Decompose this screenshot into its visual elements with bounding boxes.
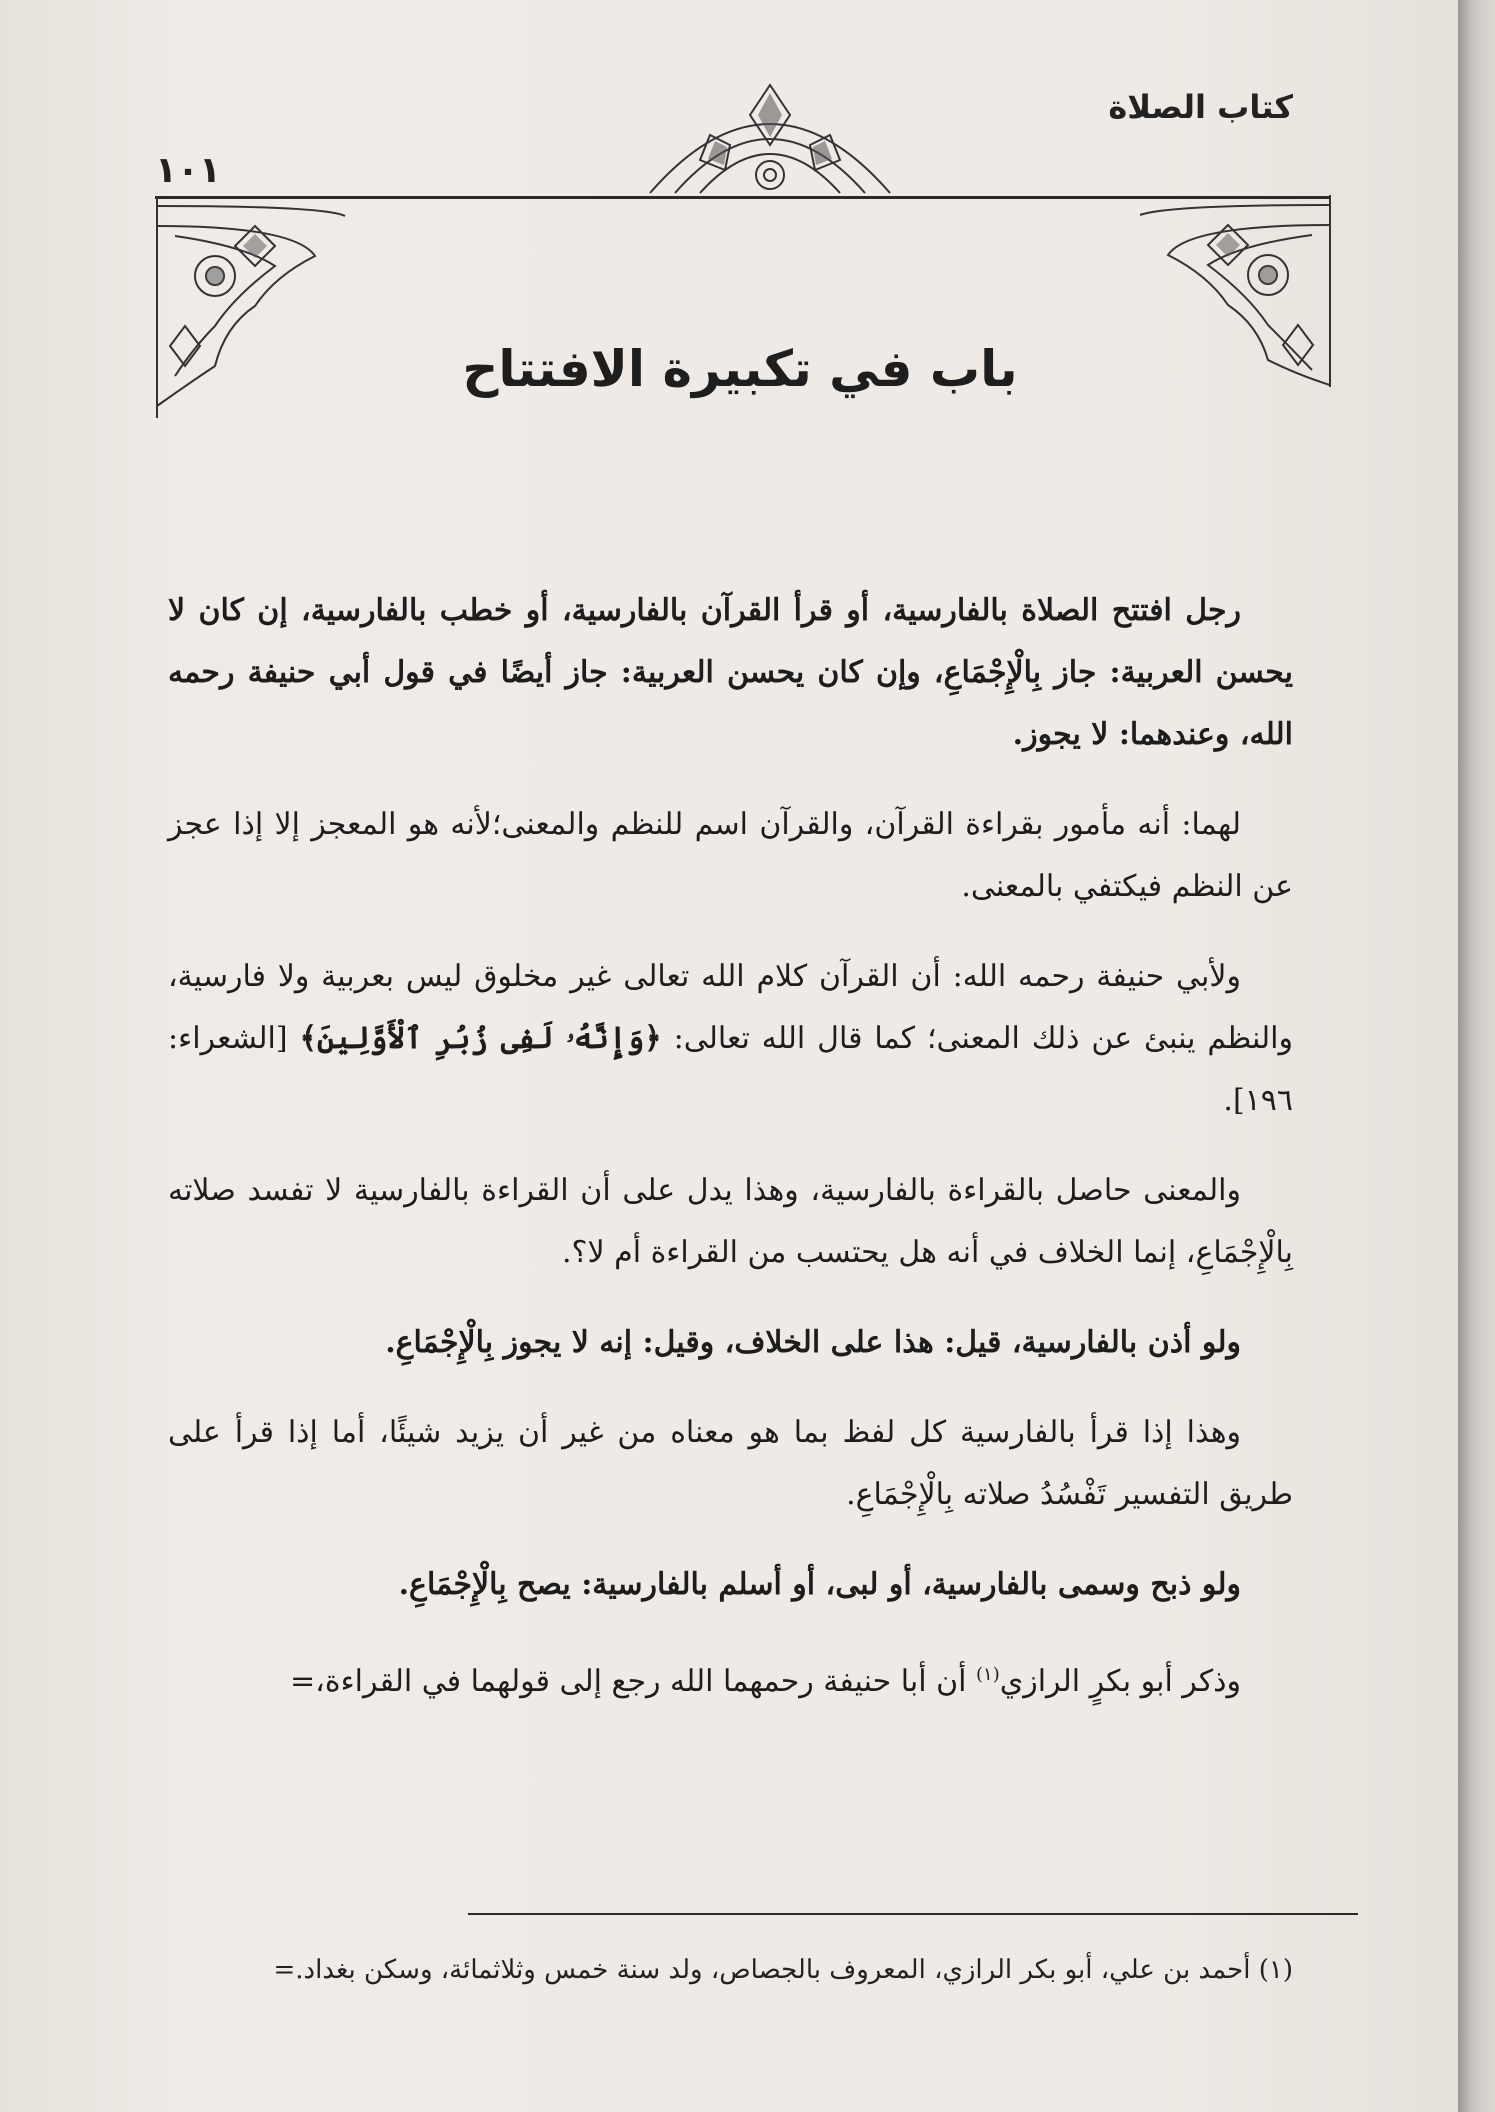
- chapter-title: باب في تكبيرة الافتتاح: [462, 340, 1018, 398]
- paragraph: لهما: أنه مأمور بقراءة القرآن، والقرآن اسم للنظم والمعنى؛لأنه هو المعجز إلا إذا عجز عن النظم فيكتفي بالمعنى.: [168, 807, 1293, 904]
- paragraph: والمعنى حاصل بالقراءة بالفارسية، وهذا يدل على أن القراءة بالفارسية لا تفسد صلاته بِالْإِجْمَاعِ، إنما الخلاف في أنه هل يحتسب من القراءة أم لا؟.: [168, 1173, 1293, 1270]
- paragraph: رجل افتتح الصلاة بالفارسية، أو قرأ القرآن بالفارسية، أو خطب بالفارسية، إن كان لا يحسن العربية: جاز بِالْإِجْمَاعِ، وإن كان يحسن العربية: جاز أيضًا في قول أبي حنيفة رحمه الله، وعندهما: لا يجوز.: [168, 593, 1293, 752]
- footnote-text: أحمد بن علي، أبو بكر الرازي، المعروف بالجصاص، ولد سنة خمس وثلاثمائة، وسكن بغداد.=: [273, 1955, 1251, 1985]
- footnote: [113, 1950, 1293, 1990]
- floral-ornament-icon: [155, 196, 355, 421]
- footnote-reference: (١): [975, 1664, 1000, 1685]
- running-header-section: كتاب الصلاة: [1108, 88, 1293, 126]
- floral-ornament-icon: [640, 75, 900, 195]
- footnote-marker: (١): [1258, 1955, 1293, 1985]
- floral-ornament-icon: [1128, 165, 1333, 390]
- page-number: ١٠١: [155, 150, 221, 191]
- paragraph-text: ولأبي حنيفة رحمه الله: أن القرآن كلام الله تعالى غير مخلوق ليس بعربية ولا فارسية، والنظم ينبئ عن ذلك المعنى؛ كما قال الله تعالى:: [168, 959, 1294, 1056]
- paragraph-text: أن أبا حنيفة رحمهما الله رجع إلى قولهما في القراءة،=: [290, 1664, 976, 1699]
- paragraph: ولو أذن بالفارسية، قيل: هذا على الخلاف، وقيل: إنه لا يجوز بِالْإِجْمَاعِ.: [385, 1325, 1241, 1360]
- paragraph: ولو ذبح وسمى بالفارسية، أو لبى، أو أسلم بالفارسية: يصح بِالْإِجْمَاعِ.: [398, 1567, 1241, 1602]
- paragraph: [168, 1644, 1293, 1713]
- paragraph: وهذا إذا قرأ بالفارسية كل لفظ بما هو معناه من غير أن يزيد شيئًا، أما إذا قرأ على طريق التفسير تَفْسُدُ صلاته بِالْإِجْمَاعِ.: [168, 1415, 1293, 1512]
- paragraph: [168, 946, 1293, 1132]
- main-text: [168, 580, 1293, 1741]
- verse-reference: [الشعراء: ١٩٦].: [168, 1021, 1293, 1118]
- quran-verse: ﴿وَإِنَّهُۥ لَفِى زُبُرِ ٱلْأَوَّلِينَ﴾: [299, 1021, 662, 1056]
- book-spine-edge: [1458, 0, 1495, 2112]
- paragraph-text: وذكر أبو بكرٍ الرازي: [999, 1664, 1241, 1699]
- footnote-rule: [468, 1913, 1358, 1915]
